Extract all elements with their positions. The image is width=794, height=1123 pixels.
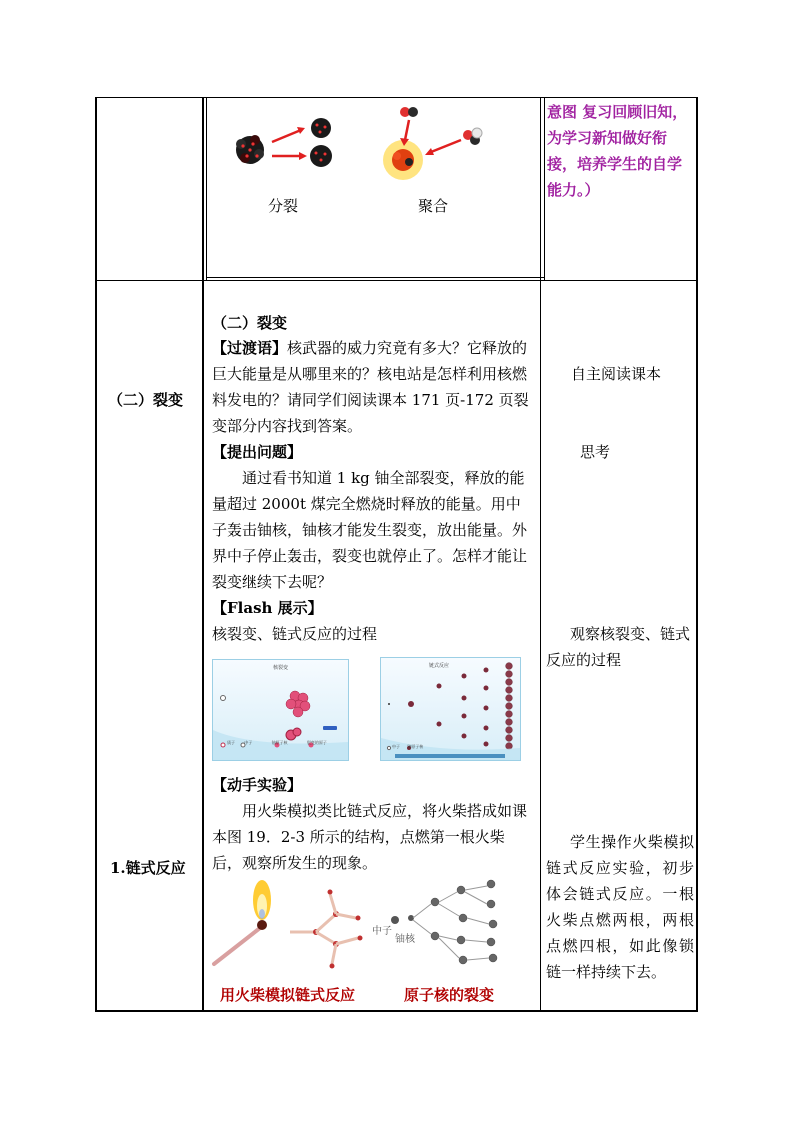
activity-observe: 观察核裂变、链式反应的过程 [546, 625, 691, 669]
row-divider-1 [95, 280, 698, 281]
activity-read: 自主阅读课本 [571, 365, 662, 383]
question-text: 通过看书知道 1 kg 铀全部裂变，释放的能量超过 2000t 煤完全燃烧时释放的能量。用中子轰击铀核，铀核才能发生裂变，放出能量。外界中子停止轰击，裂变也就停止了。怎样才能让裂变继续下去呢？ [212, 469, 528, 591]
section-label-fission: （二）裂变 [108, 391, 184, 409]
large-nucleus-icon [236, 135, 264, 164]
caption-match-model: 用火柴模拟链式反应 [220, 986, 356, 1004]
screen1-legend: 质子 中子 铀原子核 裂变的原子 [227, 740, 327, 745]
design-intent-text: 意图 复习回顾旧知，为学习新知做好衔接，培养学生的自学能力。） [547, 103, 688, 199]
fission-animation-screenshot [212, 659, 349, 761]
fusion-label: 聚合 [418, 197, 449, 215]
section-label-chain-reaction: 1.链式反应 [110, 859, 186, 877]
chain-reaction-animation-screenshot [380, 657, 521, 761]
flash-tag: 【Flash 展示】 [212, 599, 323, 617]
student-activity-text: 学生操作火柴模拟链式反应实验，初步体会链式反应。一根火柴点燃两根，两根点燃四根，如此像锁链一样持续下去。 [546, 833, 694, 981]
fission-label: 分裂 [268, 197, 299, 215]
activity-think: 思考 [580, 443, 611, 461]
flame-icon [253, 880, 271, 920]
neutron-label: 中子 [372, 926, 392, 937]
uranium-nucleus-label: 铀核 [395, 934, 415, 945]
fusion-nucleus-icon [383, 140, 423, 180]
column-divider-1b [206, 97, 207, 281]
fragment-nucleus-icon [310, 145, 332, 167]
experiment-tag: 【动手实验】 [212, 776, 303, 794]
fission-fusion-figure [225, 100, 525, 190]
experiment-text: 用火柴模拟类比链式反应，将火柴搭成如课本图 19．2-3 所示的结构，点燃第一根火柴后，观察所发生的现象。 [212, 802, 528, 872]
caption-nuclear-fission: 原子核的裂变 [404, 986, 495, 1004]
match-chain-figure [210, 878, 370, 970]
column-divider-1 [202, 97, 204, 1012]
question-tag: 【提出问题】 [212, 443, 303, 461]
fragment-nucleus-icon [311, 118, 331, 138]
transition-tag: 【过渡语】 [212, 339, 288, 357]
screen1-title: 核裂变 [272, 665, 288, 671]
screen2-title: 链式反应 [429, 663, 450, 669]
transition-paragraph [212, 335, 534, 439]
section-title: （二）裂变 [212, 314, 288, 332]
row-divider-1b [206, 277, 545, 278]
column-divider-2b [544, 97, 545, 281]
column-divider-2 [540, 97, 541, 1012]
screen2-legend: 中子 铀原子核 [392, 744, 424, 749]
flash-text: 核裂变、链式反应的过程 [212, 625, 378, 643]
nuclear-fission-chain-figure [373, 878, 508, 970]
transition-text: 核武器的威力究竟有多大？它释放的巨大能量是从哪里来的？核电站是怎样利用核燃料发电的？请同学们阅读课本 171 页-172 页裂变部分内容找到答案。 [212, 339, 529, 435]
